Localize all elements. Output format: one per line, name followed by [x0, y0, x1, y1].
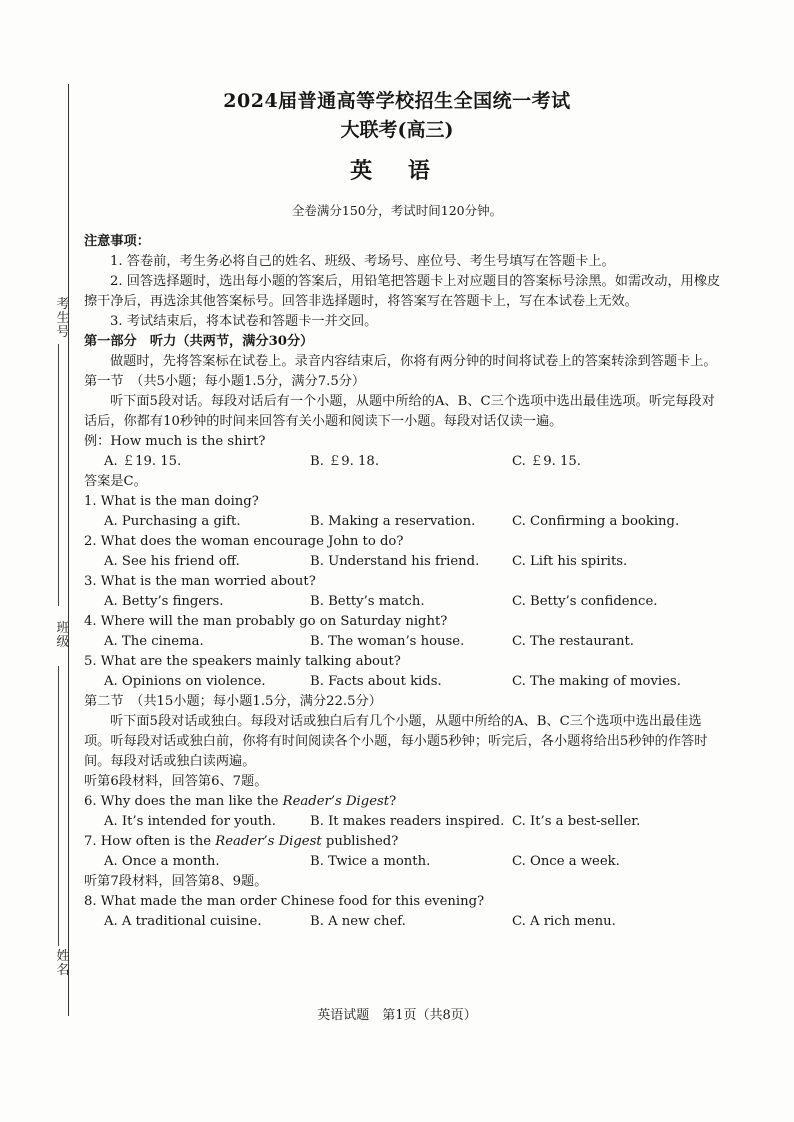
- option-a: A. ￡19. 15.: [104, 454, 182, 469]
- option-a: A. The cinema.: [104, 634, 204, 649]
- exam-title: 2024届普通高等学校招生全国统一考试: [223, 90, 571, 112]
- question-1-options: [84, 512, 724, 532]
- example-question: 例：How much is the shirt?: [84, 434, 266, 449]
- notes-heading: 注意事项：: [84, 234, 150, 249]
- material-6-note: 听第6段材料，回答第6、7题。: [84, 774, 268, 789]
- option-b: B. Facts about kids.: [310, 674, 442, 689]
- option-b: B. Making a reservation.: [310, 514, 476, 529]
- class-label: 班级: [56, 621, 70, 650]
- option-c: C. Betty’s confidence.: [512, 594, 658, 609]
- question-7: [84, 832, 724, 852]
- option-b: B. Understand his friend.: [310, 554, 480, 569]
- option-a: A. A traditional cuisine.: [104, 914, 262, 929]
- question-8: 8. What made the man order Chinese food for this evening?: [84, 894, 485, 909]
- page-footer: 英语试题 第1页（共8页）: [317, 1008, 477, 1023]
- question-6-text: 6. Why does the man like the: [84, 794, 283, 809]
- binding-line: [68, 84, 69, 1016]
- question-6-title: Reader’s Digest: [282, 794, 390, 809]
- option-c: C. Lift his spirits.: [512, 554, 628, 569]
- option-c: C. Confirming a booking.: [512, 514, 680, 529]
- score-info: 全卷满分150分，考试时间120分钟。: [291, 203, 503, 218]
- question-4-options: [84, 632, 724, 652]
- question-3-options: [84, 592, 724, 612]
- note-item: 3. 考试结束后，将本试卷和答题卡一并交回。: [110, 314, 378, 329]
- example-answer: 答案是C。: [84, 474, 147, 489]
- question-6: [84, 792, 724, 812]
- exam-subtitle: 大联考(高三): [340, 119, 454, 141]
- question-3: 3. What is the man worried about?: [84, 574, 316, 589]
- question-7-title: Reader’s Digest: [215, 834, 322, 849]
- student-id-label: 考生号: [56, 297, 70, 340]
- question-5: 5. What are the speakers mainly talking about?: [84, 654, 401, 669]
- option-c: C. It’s a best-seller.: [512, 814, 641, 829]
- question-5-options: [84, 672, 724, 692]
- class-rule: [58, 666, 59, 946]
- part1-heading: 第一部分 听力（共两节，满分30分）: [84, 334, 314, 349]
- note-item: 1. 答卷前，考生务必将自己的姓名、班级、考场号、座位号、考生号填写在答题卡上。: [110, 254, 615, 269]
- option-c: C. Once a week.: [512, 854, 620, 869]
- name-label: 姓名: [56, 949, 70, 978]
- option-b: B. A new chef.: [310, 914, 406, 929]
- option-a: A. Once a month.: [104, 854, 220, 869]
- option-c: C. The restaurant.: [512, 634, 634, 649]
- question-6-end: ?: [389, 794, 397, 809]
- question-7-end: published?: [321, 834, 399, 849]
- option-b: B. Betty’s match.: [310, 594, 425, 609]
- option-b: B. It makes readers inspired.: [310, 814, 505, 829]
- option-a: A. Opinions on violence.: [104, 674, 266, 689]
- question-4: 4. Where will the man probably go on Saturday night?: [84, 614, 448, 629]
- option-b: B. The woman’s house.: [310, 634, 465, 649]
- section1-instruction: 听下面5段对话。每段对话后有一个小题，从题中所给的A、B、C三个选项中选出最佳选项。听完每段对话后，你都有10秒钟的时间来回答有关小题和阅读下一小题。每段对话仅读一遍。: [84, 394, 715, 429]
- question-2-options: [84, 552, 724, 572]
- question-7-text: 7. How often is the: [84, 834, 216, 849]
- exam-subject: 英 语: [350, 158, 444, 184]
- section1-heading: 第一节 （共5小题；每小题1.5分，满分7.5分）: [84, 374, 366, 389]
- option-c: C. ￡9. 15.: [512, 454, 581, 469]
- example-options: [84, 452, 724, 472]
- option-c: C. The making of movies.: [512, 674, 681, 689]
- section2-instruction: 听下面5段对话或独白。每段对话或独白后有几个小题，从题中所给的A、B、C三个选项中选出最佳选项。听每段对话或独白前，你将有时间阅读各个小题，每小题5秒钟；听完后，各小题将给出5秒钟的作答时间。每段对话或独白读两遍。: [84, 714, 708, 769]
- question-8-options: [84, 912, 724, 932]
- question-6-options: [84, 812, 724, 832]
- question-7-options: [84, 852, 724, 872]
- material-7-note: 听第7段材料，回答第8、9题。: [84, 874, 268, 889]
- note-item: 2. 回答选择题时，选出每小题的答案后，用铅笔把答题卡上对应题目的答案标号涂黑。如需改动，用橡皮擦干净后，再选涂其他答案标号。回答非选择题时，将答案写在答题卡上，写在本试卷上无效。: [84, 274, 721, 309]
- question-2: 2. What does the woman encourage John to do?: [84, 534, 404, 549]
- question-1: 1. What is the man doing?: [84, 494, 259, 509]
- option-a: A. Purchasing a gift.: [104, 514, 241, 529]
- option-b: B. ￡9. 18.: [310, 454, 380, 469]
- option-b: B. Twice a month.: [310, 854, 431, 869]
- exam-body: [84, 232, 724, 932]
- option-c: C. A rich menu.: [512, 914, 616, 929]
- part1-instruction: 做题时，先将答案标在试卷上。录音内容结束后，你将有两分钟的时间将试卷上的答案转涂到答题卡上。: [110, 354, 717, 369]
- option-a: A. It’s intended for youth.: [104, 814, 276, 829]
- option-a: A. See his friend off.: [104, 554, 240, 569]
- section2-heading: 第二节 （共15小题；每小题1.5分，满分22.5分）: [84, 694, 382, 709]
- student-id-rule: [58, 344, 59, 606]
- option-a: A. Betty’s fingers.: [104, 594, 224, 609]
